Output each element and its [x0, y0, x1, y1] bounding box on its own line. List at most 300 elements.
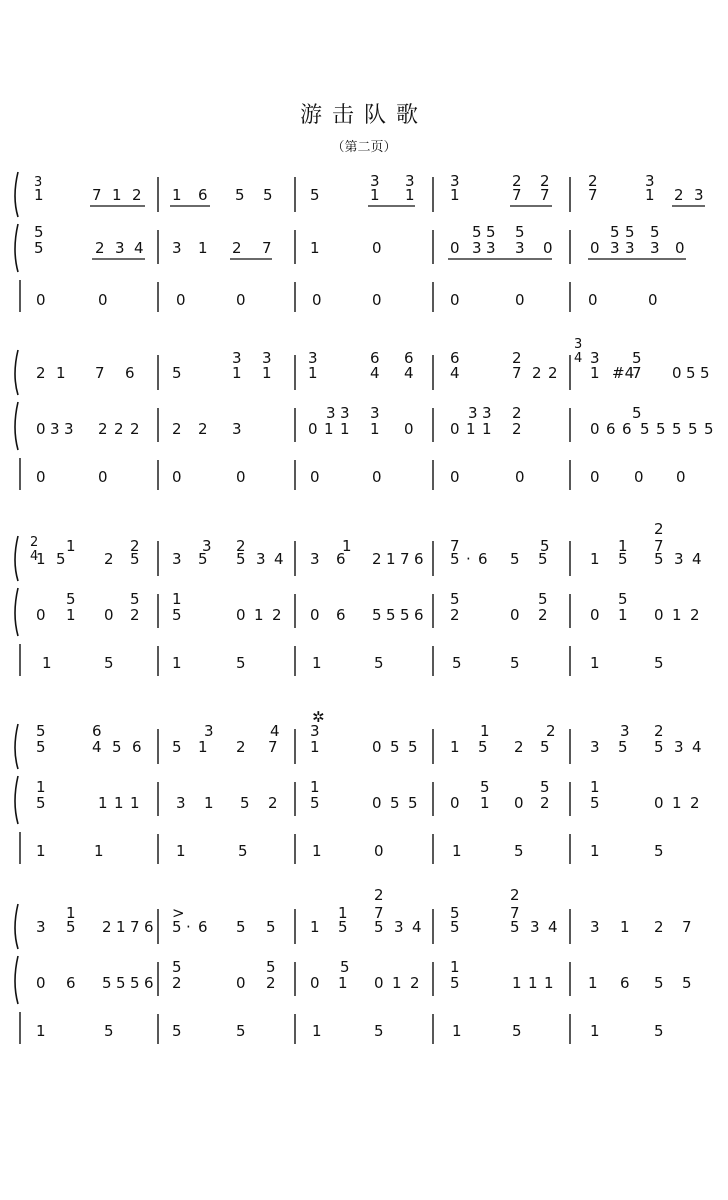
- system-brace: [15, 172, 18, 217]
- note-number: 5: [654, 974, 664, 992]
- note-number: 2: [674, 186, 684, 204]
- note-number: 2: [198, 420, 208, 438]
- note-number: 3: [674, 550, 684, 568]
- note-number: 0: [590, 606, 600, 624]
- note-number: 5: [130, 974, 140, 992]
- note-number: 5: [238, 842, 248, 860]
- note-number: 4: [134, 239, 144, 257]
- note-number: 5: [266, 918, 276, 936]
- note-number: 5: [390, 738, 400, 756]
- note-number: 3: [482, 404, 492, 422]
- note-number: 0: [676, 468, 686, 486]
- note-number: 1: [112, 186, 122, 204]
- note-number: 5: [34, 239, 44, 257]
- note-number: 3: [468, 404, 478, 422]
- note-number: 4: [274, 550, 284, 568]
- note-number: 1: [172, 590, 182, 608]
- note-number: 5: [172, 606, 182, 624]
- note-number: 2: [540, 172, 550, 190]
- note-number: 3: [115, 239, 125, 257]
- note-number: 5: [408, 738, 418, 756]
- note-number: 0: [450, 468, 460, 486]
- note-number: 3: [486, 239, 496, 257]
- note-number: 3: [64, 420, 74, 438]
- page-title: 游击队歌: [299, 103, 428, 128]
- note-number: 3: [308, 349, 318, 367]
- note-number: 5: [236, 1022, 246, 1040]
- note-number: 5: [512, 1022, 522, 1040]
- note-number: 5: [654, 550, 664, 568]
- note-number: 4: [450, 364, 460, 382]
- note-number: 2: [236, 537, 246, 555]
- note-number: 5: [654, 654, 664, 672]
- note-number: 3: [574, 337, 583, 352]
- note-number: 1: [66, 606, 76, 624]
- note-number: 5: [510, 918, 520, 936]
- note-number: 1: [370, 186, 380, 204]
- note-number: 3: [625, 239, 635, 257]
- note-number: 5: [618, 738, 628, 756]
- note-number: 2: [690, 606, 700, 624]
- note-number: 5: [450, 904, 460, 922]
- note-number: 2: [114, 420, 124, 438]
- note-number: 5: [538, 550, 548, 568]
- note-number: 2: [232, 239, 242, 257]
- note-number: 1: [338, 974, 348, 992]
- note-number: 2: [538, 606, 548, 624]
- note-number: 5: [450, 974, 460, 992]
- note-number: 3: [530, 918, 540, 936]
- system-brace: [15, 350, 18, 395]
- note-number: 1: [452, 1022, 462, 1040]
- note-number: 7: [540, 186, 550, 204]
- note-number: 5: [374, 918, 384, 936]
- note-number: 3: [610, 239, 620, 257]
- fermata-icon: ✲: [312, 708, 325, 726]
- note-number: 1: [66, 537, 76, 555]
- note-number: 3: [620, 722, 630, 740]
- note-number: 1: [480, 722, 490, 740]
- note-number: 1: [452, 842, 462, 860]
- note-number: 0: [310, 974, 320, 992]
- note-number: 2: [512, 404, 522, 422]
- note-number: 2: [172, 974, 182, 992]
- note-number: 3: [232, 349, 242, 367]
- note-number: 1: [312, 842, 322, 860]
- note-number: 0: [654, 606, 664, 624]
- note-number: 7: [450, 537, 460, 555]
- note-number: 0: [372, 738, 382, 756]
- note-number: 1: [482, 420, 492, 438]
- note-number: 0: [372, 794, 382, 812]
- note-number: 5: [36, 794, 46, 812]
- note-number: 1: [94, 842, 104, 860]
- note-number: 4: [692, 738, 702, 756]
- note-number: 2: [654, 918, 664, 936]
- note-number: 0: [515, 291, 525, 309]
- note-number: 1: [36, 550, 46, 568]
- note-number: 1: [310, 778, 320, 796]
- system-brace: [15, 776, 18, 824]
- note-number: 1: [590, 1022, 600, 1040]
- note-number: 2: [514, 738, 524, 756]
- note-number: 2: [410, 974, 420, 992]
- note-number: 6: [414, 550, 424, 568]
- note-number: 0: [236, 468, 246, 486]
- note-number: 6: [478, 550, 488, 568]
- note-number: 5: [104, 654, 114, 672]
- note-number: 5: [618, 550, 628, 568]
- note-number: 5: [540, 778, 550, 796]
- system-brace: [15, 224, 18, 272]
- note-number: 1: [672, 606, 682, 624]
- note-number: 2: [130, 420, 140, 438]
- note-number: 5: [450, 550, 460, 568]
- note-number: 5: [374, 654, 384, 672]
- note-number: 1: [512, 974, 522, 992]
- note-number: 2: [102, 918, 112, 936]
- note-number: 1: [618, 537, 628, 555]
- note-number: 1: [36, 778, 46, 796]
- note-number: 2: [130, 537, 140, 555]
- note-number: 7: [374, 904, 384, 922]
- note-number: 1: [450, 186, 460, 204]
- note-number: 3: [34, 175, 43, 190]
- note-number: 5: [240, 794, 250, 812]
- note-number: 1: [590, 364, 600, 382]
- note-number: 0: [515, 468, 525, 486]
- note-number: 0: [36, 468, 46, 486]
- note-number: 6: [92, 722, 102, 740]
- note-number: 2: [510, 886, 520, 904]
- note-number: 1: [254, 606, 264, 624]
- note-number: 5: [625, 223, 635, 241]
- note-number: 7: [654, 537, 664, 555]
- note-number: 6: [404, 349, 414, 367]
- note-number: 7: [682, 918, 692, 936]
- note-number: 5: [510, 550, 520, 568]
- note-number: 6: [66, 974, 76, 992]
- note-number: 0: [654, 794, 664, 812]
- note-number: 2: [268, 794, 278, 812]
- note-number: 5: [112, 738, 122, 756]
- note-number: 5: [478, 738, 488, 756]
- note-number: ·: [186, 918, 191, 936]
- note-number: 3: [590, 738, 600, 756]
- note-number: 5: [263, 186, 273, 204]
- note-number: 4: [370, 364, 380, 382]
- note-number: 5: [104, 1022, 114, 1040]
- note-number: 1: [528, 974, 538, 992]
- note-number: 5: [310, 186, 320, 204]
- note-number: 3: [472, 239, 482, 257]
- note-number: 5: [672, 420, 682, 438]
- note-number: 3: [310, 722, 320, 740]
- note-number: 3: [176, 794, 186, 812]
- note-number: 2: [95, 239, 105, 257]
- note-number: 5: [538, 590, 548, 608]
- note-number: 5: [102, 974, 112, 992]
- note-number: 1: [308, 364, 318, 382]
- note-number: 6: [450, 349, 460, 367]
- note-number: 1: [232, 364, 242, 382]
- note-number: 0: [310, 606, 320, 624]
- note-number: 5: [632, 404, 642, 422]
- note-number: 3: [310, 550, 320, 568]
- note-number: 0: [372, 239, 382, 257]
- note-number: 1: [262, 364, 272, 382]
- note-number: 2: [272, 606, 282, 624]
- note-number: 0: [514, 794, 524, 812]
- note-number: 5: [610, 223, 620, 241]
- note-number: 0: [450, 794, 460, 812]
- note-number: 3: [450, 172, 460, 190]
- note-number: 0: [374, 974, 384, 992]
- note-number: 5: [540, 738, 550, 756]
- note-number: 1: [312, 654, 322, 672]
- note-number: 5: [266, 958, 276, 976]
- note-number: 5: [450, 918, 460, 936]
- note-number: 1: [204, 794, 214, 812]
- note-number: 1: [98, 794, 108, 812]
- note-number: 1: [198, 738, 208, 756]
- note-number: 1: [56, 364, 66, 382]
- note-number: 5: [540, 537, 550, 555]
- note-number: 5: [372, 606, 382, 624]
- note-number: 0: [590, 239, 600, 257]
- note-number: 1: [405, 186, 415, 204]
- note-number: 1: [544, 974, 554, 992]
- note-number: 0: [404, 420, 414, 438]
- note-number: 7: [130, 918, 140, 936]
- note-number: 6: [132, 738, 142, 756]
- note-number: 0: [372, 291, 382, 309]
- note-number: 2: [372, 550, 382, 568]
- note-number: 7: [510, 904, 520, 922]
- note-number: 0: [675, 239, 685, 257]
- note-number: 0: [543, 239, 553, 257]
- note-number: 4: [548, 918, 558, 936]
- note-number: 5: [172, 364, 182, 382]
- note-number: 1: [590, 654, 600, 672]
- note-number: 1: [338, 904, 348, 922]
- note-number: 5: [116, 974, 126, 992]
- note-number: 3: [515, 239, 525, 257]
- note-number: #4: [612, 364, 635, 382]
- note-number: 3: [650, 239, 660, 257]
- note-number: 4: [404, 364, 414, 382]
- note-number: 2: [548, 364, 558, 382]
- note-number: 6: [622, 420, 632, 438]
- note-number: 3: [172, 239, 182, 257]
- note-number: 4: [574, 351, 583, 366]
- note-number: 0: [98, 291, 108, 309]
- note-number: 1: [114, 794, 124, 812]
- note-number: 5: [34, 223, 44, 241]
- note-number: 1: [198, 239, 208, 257]
- note-number: 7: [512, 364, 522, 382]
- note-number: 3: [326, 404, 336, 422]
- note-number: 5: [472, 223, 482, 241]
- note-number: 5: [198, 550, 208, 568]
- note-number: 6: [198, 918, 208, 936]
- note-number: 2: [36, 364, 46, 382]
- note-number: 6: [144, 974, 154, 992]
- note-number: 1: [312, 1022, 322, 1040]
- note-number: 1: [172, 654, 182, 672]
- note-number: 5: [390, 794, 400, 812]
- accent-mark: >: [172, 904, 185, 922]
- note-number: 7: [95, 364, 105, 382]
- note-number: 0: [450, 420, 460, 438]
- note-number: 7: [588, 186, 598, 204]
- note-number: 2: [512, 349, 522, 367]
- note-number: 2: [30, 535, 39, 550]
- note-number: 3: [370, 404, 380, 422]
- note-number: 0: [172, 468, 182, 486]
- note-number: 5: [236, 550, 246, 568]
- system-brace: [15, 904, 18, 949]
- note-number: 5: [704, 420, 714, 438]
- note-number: 6: [336, 606, 346, 624]
- note-number: 1: [370, 420, 380, 438]
- note-number: 7: [268, 738, 278, 756]
- note-number: 3: [694, 186, 704, 204]
- note-number: 1: [116, 918, 126, 936]
- note-number: 0: [308, 420, 318, 438]
- note-number: 1: [66, 904, 76, 922]
- note-number: 1: [466, 420, 476, 438]
- system-brace: [15, 588, 18, 636]
- note-number: 0: [312, 291, 322, 309]
- note-number: 5: [514, 842, 524, 860]
- note-number: 2: [172, 420, 182, 438]
- note-number: 5: [515, 223, 525, 241]
- note-number: 0: [176, 291, 186, 309]
- note-number: 2: [588, 172, 598, 190]
- note-number: 6: [414, 606, 424, 624]
- note-number: 4: [692, 550, 702, 568]
- note-number: 0: [450, 239, 460, 257]
- note-number: 0: [588, 291, 598, 309]
- note-number: 0: [672, 364, 682, 382]
- note-number: 6: [336, 550, 346, 568]
- note-number: 6: [370, 349, 380, 367]
- note-number: 1: [590, 842, 600, 860]
- note-number: 0: [590, 468, 600, 486]
- note-number: 1: [590, 550, 600, 568]
- note-number: 5: [510, 654, 520, 672]
- note-number: 2: [130, 606, 140, 624]
- note-number: 6: [620, 974, 630, 992]
- note-number: 1: [36, 842, 46, 860]
- note-number: 2: [266, 974, 276, 992]
- note-number: 5: [36, 738, 46, 756]
- note-number: 6: [144, 918, 154, 936]
- note-number: 2: [450, 606, 460, 624]
- note-number: 5: [700, 364, 710, 382]
- note-number: 5: [66, 590, 76, 608]
- note-number: 0: [98, 468, 108, 486]
- note-number: 1: [176, 842, 186, 860]
- note-number: 3: [36, 918, 46, 936]
- note-number: 1: [450, 958, 460, 976]
- note-number: 5: [172, 918, 182, 936]
- note-number: 5: [656, 420, 666, 438]
- note-number: 1: [618, 606, 628, 624]
- note-number: 3: [256, 550, 266, 568]
- note-number: 0: [236, 974, 246, 992]
- note-number: 5: [236, 654, 246, 672]
- note-number: 2: [512, 172, 522, 190]
- note-number: 0: [36, 420, 46, 438]
- system-brace: [15, 536, 18, 581]
- note-number: 5: [682, 974, 692, 992]
- note-number: 5: [450, 590, 460, 608]
- note-number: 7: [512, 186, 522, 204]
- note-number: ·: [466, 550, 471, 568]
- note-number: 0: [236, 291, 246, 309]
- note-number: 0: [310, 468, 320, 486]
- note-number: 5: [686, 364, 696, 382]
- note-number: 0: [510, 606, 520, 624]
- note-number: 5: [36, 722, 46, 740]
- note-number: 7: [400, 550, 410, 568]
- note-number: 0: [374, 842, 384, 860]
- note-number: 3: [674, 738, 684, 756]
- note-number: 6: [606, 420, 616, 438]
- note-number: 1: [310, 239, 320, 257]
- note-number: 1: [324, 420, 334, 438]
- note-number: 3: [370, 172, 380, 190]
- note-number: 5: [640, 420, 650, 438]
- note-number: 5: [688, 420, 698, 438]
- note-number: 0: [36, 291, 46, 309]
- note-number: 1: [588, 974, 598, 992]
- note-number: 5: [236, 918, 246, 936]
- note-number: 1: [386, 550, 396, 568]
- note-number: 5: [235, 186, 245, 204]
- note-number: 3: [394, 918, 404, 936]
- note-number: 5: [310, 794, 320, 812]
- note-number: 1: [42, 654, 52, 672]
- note-number: 5: [172, 1022, 182, 1040]
- note-number: 3: [405, 172, 415, 190]
- note-number: 7: [262, 239, 272, 257]
- note-number: 2: [104, 550, 114, 568]
- note-number: 5: [386, 606, 396, 624]
- system-brace: [15, 402, 18, 450]
- note-number: 4: [270, 722, 280, 740]
- note-number: 5: [374, 1022, 384, 1040]
- system-brace: [15, 724, 18, 769]
- note-number: 1: [590, 778, 600, 796]
- note-number: 1: [480, 794, 490, 812]
- note-number: 3: [590, 918, 600, 936]
- note-number: 1: [620, 918, 630, 936]
- note-number: 1: [340, 420, 350, 438]
- note-number: 5: [66, 918, 76, 936]
- note-number: 1: [342, 537, 352, 555]
- note-number: 0: [36, 974, 46, 992]
- note-number: 0: [372, 468, 382, 486]
- note-number: 1: [672, 794, 682, 812]
- note-number: 5: [650, 223, 660, 241]
- note-number: 5: [452, 654, 462, 672]
- note-number: 7: [92, 186, 102, 204]
- note-number: 5: [654, 738, 664, 756]
- note-number: 0: [104, 606, 114, 624]
